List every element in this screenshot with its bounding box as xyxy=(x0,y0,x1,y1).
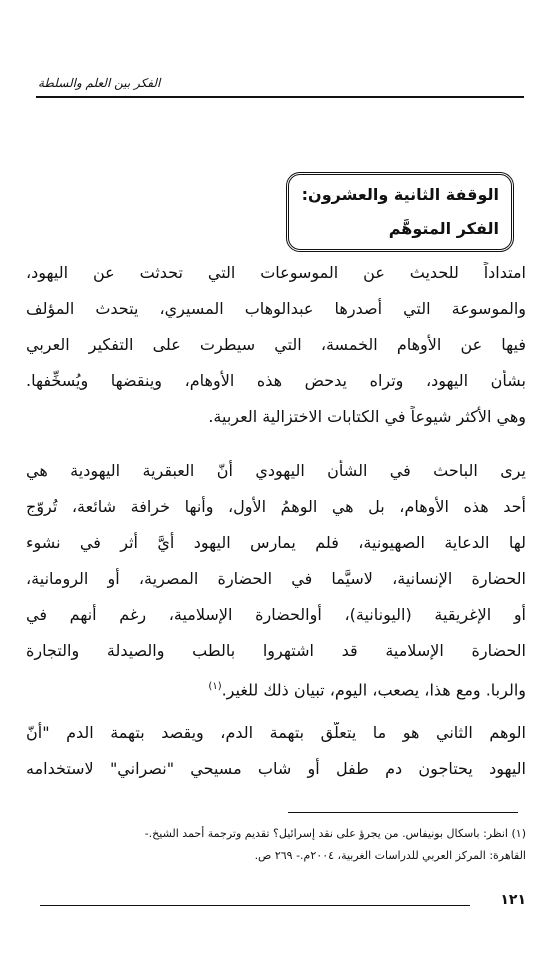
footnote-line: (١) انظر: باسكال بونيفاس. من يجرؤ على نقد إسرائيل؟ تقديم وترجمة أحمد الشيخ.- xyxy=(144,827,526,840)
paragraph-line: اليهود يحتاجون دم طفل أو شاب مسيحي "نصراني" لاستخدامه xyxy=(26,759,526,778)
chapter-title: الوقفة الثانية والعشرون: xyxy=(301,185,499,204)
paragraph-line: الوهم الثاني هو ما يتعلّق بتهمة الدم، ويقصد بتهمة الدم "أنّ xyxy=(26,723,526,742)
chapter-heading-box xyxy=(286,172,514,252)
footnote-marker: (١) xyxy=(208,681,222,692)
page-number: ١٢١ xyxy=(500,892,526,908)
chapter-subtitle: الفكر المتوهَّم xyxy=(388,219,499,238)
header-rule xyxy=(36,96,524,98)
paragraph-line: امتداداً للحديث عن الموسوعات التي تحدثت عن اليهود، xyxy=(26,263,526,282)
paragraph-line: الحضارة الإنسانية، لاسيَّما في الحضارة المصرية، أو الرومانية، xyxy=(26,569,526,588)
paragraph-line-with-footnote xyxy=(26,676,526,701)
footer-rule xyxy=(40,905,470,906)
paragraph-line: أحد هذه الأوهام، بل هي الوهمُ الأول، وأنها خرافة شائعة، تُروّج xyxy=(26,497,526,516)
paragraph-line: أو الإغريقية (اليونانية)، أوالحضارة الإسلامية، رغم أنهم في xyxy=(26,605,526,624)
paragraph-line: الحضارة الإسلامية قد اشتهروا بالطب والصيدلة والتجارة xyxy=(26,641,526,660)
paragraph-line: والموسوعة التي أصدرها عبدالوهاب المسيري، يتحدث المؤلف xyxy=(26,299,526,318)
paragraph-line-text: والربا. ومع هذا، يصعب، اليوم، تبيان ذلك للغير. xyxy=(221,680,526,700)
paragraph-line: فيها عن الأوهام الخمسة، التي سيطرت على التفكير العربي xyxy=(26,335,526,354)
footnote-rule xyxy=(288,812,518,813)
paragraph-line: يرى الباحث في الشأن اليهودي أنّ العبقرية اليهودية هي xyxy=(26,461,526,480)
paragraph-line: وهي الأكثر شيوعاً في الكتابات الاختزالية العربية. xyxy=(208,407,526,426)
running-header: الفكر بين العلم والسلطة xyxy=(38,76,161,90)
footnote-line: القاهرة: المركز العربي للدراسات الغربية، ٢٠٠٤م.- ٢٦٩ ص. xyxy=(254,849,526,862)
paragraph-line: لها الدعاية الصهيونية، فلم يمارس اليهود أيَّ أثر في نشوء xyxy=(26,533,526,552)
paragraph-line: بشأن اليهود، وتراه يدحض هذه الأوهام، وينقضها ويُسخِّفها. xyxy=(26,371,526,390)
